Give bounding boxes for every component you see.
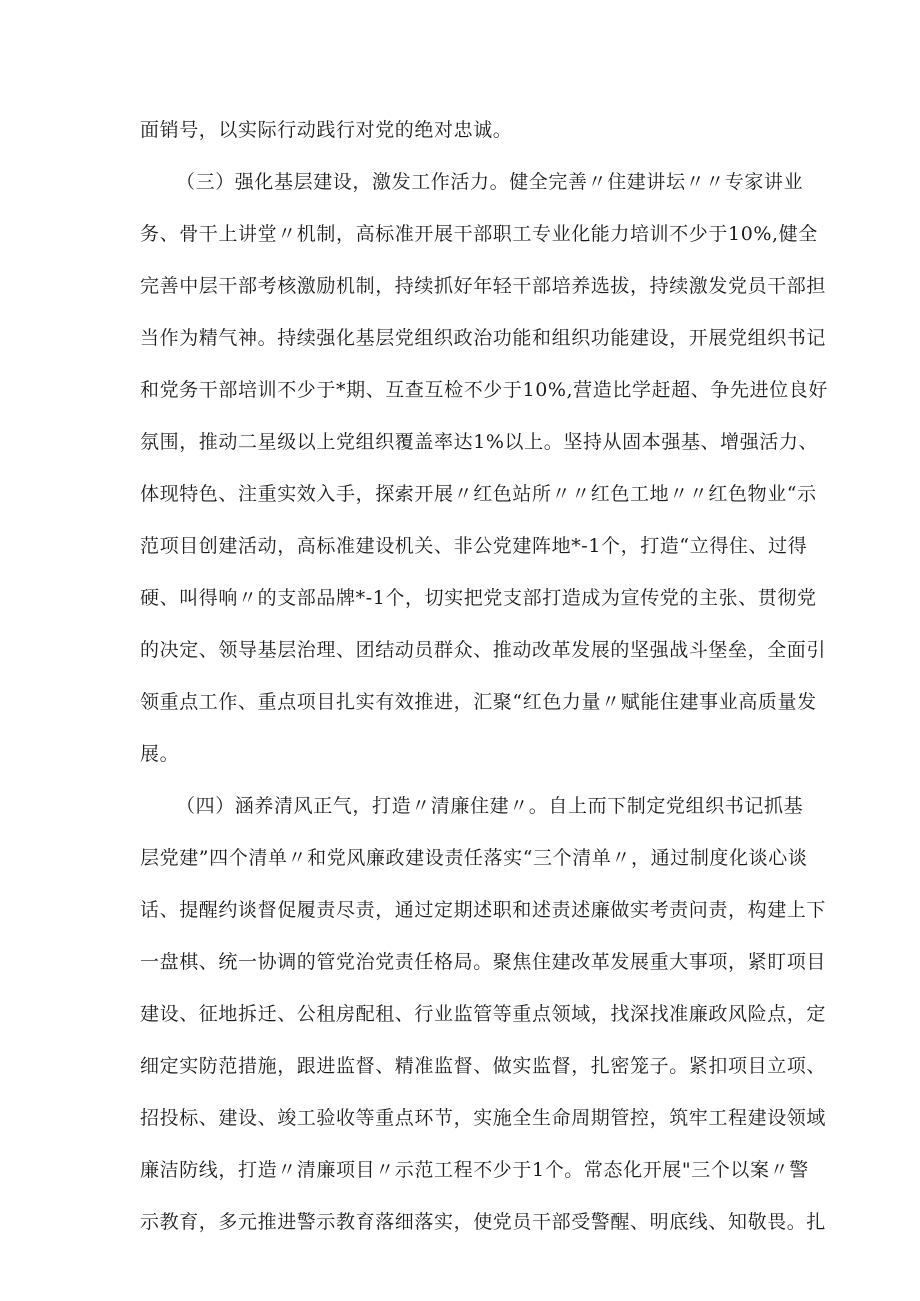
text-line: 细定实防范措施，跟进监督、精准监督、做实监督，扎密笼子。紧扣项目立项、 [140, 1055, 827, 1077]
text-line: 务、骨干上讲堂〃机制，高标准开展干部职工专业化能力培训不少于10%,健全 [140, 223, 818, 245]
text-line: 话、提醒约谈督促履责尽责，通过定期述职和述责述廉做实考责问责，构建上下 [140, 899, 827, 921]
text-line: 廉洁防线，打造〃清廉项目〃示范工程不少于1个。常态化开展"三个以案〃警 [140, 1159, 809, 1181]
text-line: 领重点工作、重点项目扎实有效推进，汇聚“红色力量〃赋能住建事业高质量发 [140, 691, 817, 713]
text-line: 硬、叫得响〃的支部品牌*-1个，切实把党支部打造成为宣传党的主张、贯彻党 [140, 587, 817, 609]
text-line: 和党务干部培训不少于*期、互查互检不少于10%,营造比学赶超、争先进位良好 [140, 379, 828, 401]
text-line: 示教育，多元推进警示教育落细落实，使党员干部受警醒、明底线、知敬畏。扎 [140, 1211, 827, 1233]
text-line: 氛围，推动二星级以上党组织覆盖率达1%以上。坚持从固本强基、增强活力、 [140, 431, 819, 453]
text-line: 范项目创建活动，高标准建设机关、非公党建阵地*-1个，打造“立得住、过得 [140, 535, 808, 557]
text-line: （四）涵养清风正气，打造〃清廉住建〃。自上而下制定党组织书记抓基 [176, 795, 804, 817]
text-line: 层党建”四个清单〃和党风廉政建设责任落实“三个清单〃，通过制度化谈心谈 [140, 847, 808, 869]
text-line: 面销号，以实际行动践行对党的绝对忠诚。 [140, 119, 513, 141]
text-line: 展。 [140, 743, 180, 765]
text-line: 招投标、建设、竣工验收等重点环节，实施全生命周期管控，筑牢工程建设领域 [140, 1107, 827, 1129]
text-line: （三）强化基层建设，激发工作活力。健全完善〃住建讲坛〃〃专家讲业 [176, 171, 804, 193]
text-line: 建设、征地拆迁、公租房配租、行业监管等重点领域，找深找准廉政风险点，定 [140, 1003, 827, 1025]
text-line: 的决定、领导基层治理、团结动员群众、推动改革发展的坚强战斗堡垒，全面引 [140, 639, 827, 661]
text-line: 一盘棋、统一协调的管党治党责任格局。聚焦住建改革发展重大事项，紧盯项目 [140, 951, 827, 973]
text-line: 当作为精气神。持续强化基层党组织政治功能和组织功能建设，开展党组织书记 [140, 327, 827, 349]
text-line: 体现特色、注重实效入手，探索开展〃红色站所〃〃红色工地〃〃红色物业“示 [140, 483, 817, 505]
text-line: 完善中层干部考核激励机制，持续抓好年轻干部培养选拔，持续激发党员干部担 [140, 275, 827, 297]
